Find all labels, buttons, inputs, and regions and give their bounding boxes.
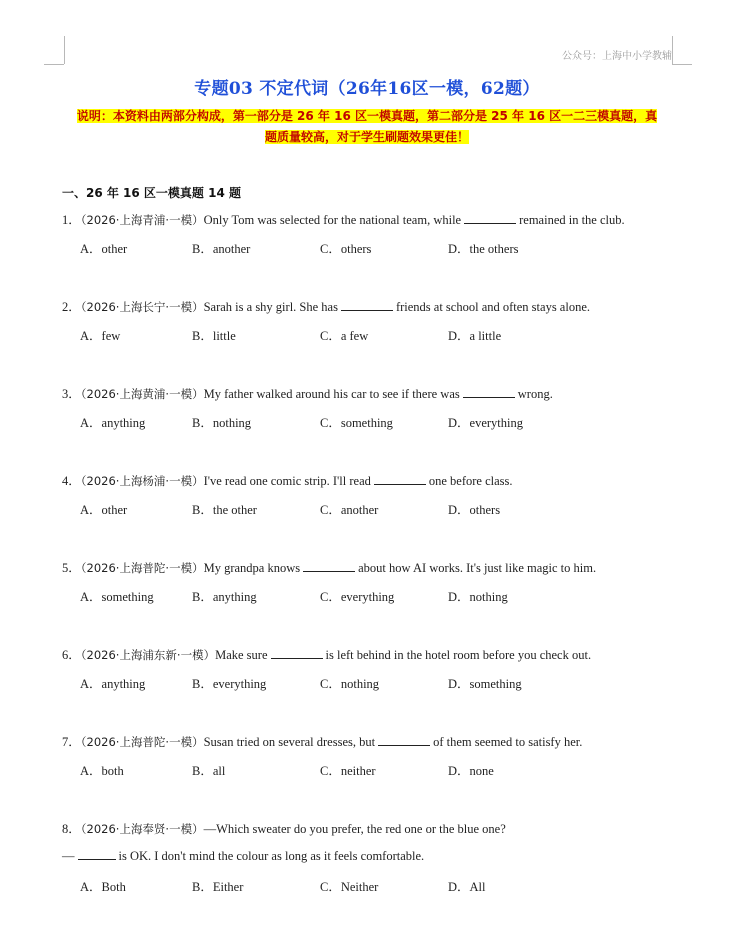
question-source: （2026·上海黄浦·一模）	[80, 387, 204, 401]
question-source: （2026·上海普陀·一模）	[80, 735, 204, 749]
question-source: （2026·上海长宁·一模）	[80, 300, 204, 314]
option-d[interactable]: D．everything	[448, 416, 523, 430]
option-d[interactable]: D．nothing	[448, 590, 508, 604]
question-text-before: My father walked around his car to see if there was	[203, 387, 460, 401]
corner-mark-top-left	[64, 36, 65, 64]
question-4	[62, 471, 672, 489]
answer-blank	[464, 212, 516, 224]
option-a[interactable]: A．other	[80, 242, 128, 256]
option-b[interactable]: B．Either	[192, 880, 244, 894]
dialogue-dash: —	[62, 849, 75, 863]
option-b[interactable]: B．little	[192, 329, 236, 343]
question-text-after: of them seemed to satisfy her.	[433, 735, 583, 749]
option-b[interactable]: B．everything	[192, 677, 267, 691]
option-c[interactable]: C．something	[320, 416, 393, 430]
question-source: （2026·上海普陀·一模）	[80, 561, 204, 575]
question-number: 4．	[62, 474, 81, 488]
question-number: 2．	[62, 300, 81, 314]
question-6	[62, 645, 672, 663]
option-b[interactable]: B．the other	[192, 503, 257, 517]
question-text-before: —Which sweater do you prefer, the red one or the blue one?	[203, 822, 506, 836]
page-title: 专题03 不定代词（26年16区一模，62题）	[194, 79, 540, 99]
option-a[interactable]: A．anything	[80, 677, 146, 691]
question-number: 8．	[62, 822, 81, 836]
option-a[interactable]: A．both	[80, 764, 124, 778]
option-b[interactable]: B．another	[192, 242, 251, 256]
question-1	[62, 210, 672, 228]
question-text-before: Sarah is a shy girl. She has	[203, 300, 338, 314]
question-text-after: about how AI works. It's just like magic to him.	[358, 561, 597, 575]
question-8	[62, 819, 672, 837]
question-number: 5．	[62, 561, 81, 575]
answer-blank	[271, 647, 323, 659]
question-text-before: Only Tom was selected for the national team, while	[203, 213, 462, 227]
option-c[interactable]: C．neither	[320, 764, 376, 778]
question-source: （2026·上海浦东新·一模）	[80, 648, 216, 662]
note-line-1: 说明：本资料由两部分构成，第一部分是 26 年 16 区一模真题，第二部分是 25 年 16 区一二三模真题，真	[76, 109, 658, 123]
question-text-after: is OK. I don't mind the colour as long as it feels comfortable.	[118, 849, 425, 863]
option-c[interactable]: C．everything	[320, 590, 395, 604]
option-d[interactable]: D．a little	[448, 329, 502, 343]
option-b[interactable]: B．anything	[192, 590, 257, 604]
option-a[interactable]: A．other	[80, 503, 128, 517]
answer-blank	[378, 734, 430, 746]
corner-mark-top-right-h	[672, 64, 692, 65]
question-text-after: one before class.	[428, 474, 513, 488]
question-text-after: is left behind in the hotel room before you check out.	[325, 648, 592, 662]
question-number: 3．	[62, 387, 81, 401]
option-c[interactable]: C．nothing	[320, 677, 380, 691]
option-c[interactable]: C．Neither	[320, 880, 379, 894]
question-3	[62, 384, 672, 402]
option-c[interactable]: C．a few	[320, 329, 369, 343]
question-text-before: Susan tried on several dresses, but	[203, 735, 376, 749]
option-c[interactable]: C．another	[320, 503, 379, 517]
corner-mark-top-left-h	[44, 64, 64, 65]
question-5	[62, 558, 672, 576]
section-title: 一、26 年 16 区一模真题 14 题	[62, 186, 241, 200]
question-number: 7．	[62, 735, 81, 749]
question-text-after: remained in the club.	[519, 213, 625, 227]
corner-mark-top-right	[672, 36, 673, 64]
question-8-line-2	[62, 848, 672, 864]
question-source: （2026·上海青浦·一模）	[80, 213, 204, 227]
header-note: 公众号：上海中小学教辅	[562, 51, 672, 62]
answer-blank	[303, 560, 355, 572]
option-a[interactable]: A．anything	[80, 416, 146, 430]
question-text-before: Make sure	[215, 648, 268, 662]
answer-blank	[341, 299, 393, 311]
question-2	[62, 297, 672, 315]
description-note	[62, 106, 672, 148]
option-b[interactable]: B．all	[192, 764, 226, 778]
question-7	[62, 732, 672, 750]
answer-blank	[374, 473, 426, 485]
option-b[interactable]: B．nothing	[192, 416, 252, 430]
question-source: （2026·上海奉贤·一模）	[80, 822, 204, 836]
question-text-before: My grandpa knows	[203, 561, 301, 575]
answer-blank	[463, 386, 515, 398]
option-d[interactable]: D．others	[448, 503, 501, 517]
option-a[interactable]: A．Both	[80, 880, 126, 894]
note-line-2: 题质量较高，对于学生刷题效果更佳！	[264, 130, 469, 144]
question-source: （2026·上海杨浦·一模）	[80, 474, 204, 488]
option-d[interactable]: D．the others	[448, 242, 519, 256]
answer-blank	[78, 848, 116, 860]
question-text-before: I've read one comic strip. I'll read	[203, 474, 371, 488]
question-number: 1．	[62, 213, 81, 227]
option-d[interactable]: D．something	[448, 677, 522, 691]
question-text-after: wrong.	[517, 387, 553, 401]
question-text-after: friends at school and often stays alone.	[395, 300, 590, 314]
question-number: 6．	[62, 648, 81, 662]
option-d[interactable]: D．none	[448, 764, 494, 778]
option-c[interactable]: C．others	[320, 242, 372, 256]
option-a[interactable]: A．something	[80, 590, 154, 604]
option-d[interactable]: D．All	[448, 880, 486, 894]
option-a[interactable]: A．few	[80, 329, 121, 343]
